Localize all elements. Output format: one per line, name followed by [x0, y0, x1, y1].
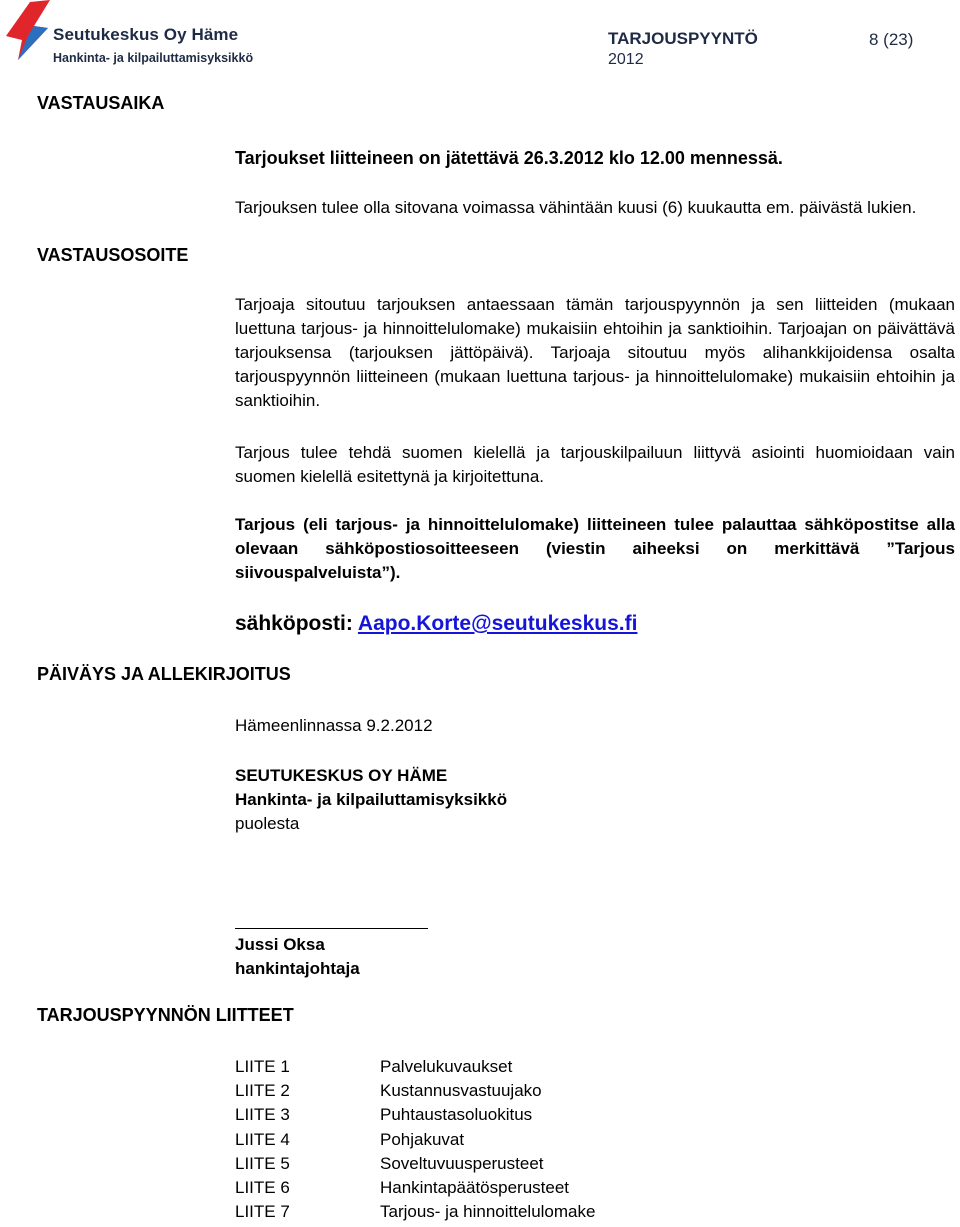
- attachment-label: LIITE 6: [235, 1178, 290, 1198]
- attachment-label: LIITE 7: [235, 1202, 290, 1222]
- signature-line: [235, 928, 428, 929]
- attachment-label: LIITE 4: [235, 1129, 290, 1149]
- attachment-label: LIITE 1: [235, 1057, 290, 1076]
- org-unit: Hankinta- ja kilpailuttamisyksikkö: [53, 51, 254, 65]
- company-unit: Hankinta- ja kilpailuttamisyksikkö: [235, 790, 508, 809]
- deadline-text: Tarjoukset liitteineen on jätettävä 26.3.2012 klo 12.00 mennessä.: [235, 148, 783, 168]
- heading-answer-address: VASTAUSOSOITE: [37, 245, 189, 265]
- doc-title: TARJOUSPYYNTÖ: [608, 29, 758, 48]
- signer-name: Jussi Oksa: [235, 935, 325, 954]
- attachment-item: [235, 1128, 935, 1152]
- attachment-item: [235, 1055, 935, 1079]
- submission-paragraph: Tarjous (eli tarjous- ja hinnoittelulomake) liitteineen tulee palauttaa sähköpostitse alla olevaan sähköpostiosoitteeseen (viestin aiheeksi on merkittävä ”Tarjous siivouspalveluista”).: [235, 515, 955, 582]
- validity-text: Tarjouksen tulee olla sitovana voimassa vähintään kuusi (6) kuukautta em. päivästä lukien.: [235, 198, 917, 217]
- email-line: [235, 612, 637, 636]
- attachment-item: [235, 1103, 935, 1127]
- attachment-item: [235, 1152, 935, 1176]
- attachment-item: [235, 1176, 935, 1200]
- page-number: 8 (23): [869, 30, 914, 49]
- attachment-name: Pohjakuvat: [380, 1129, 465, 1149]
- attachment-label: LIITE 2: [235, 1081, 290, 1101]
- doc-year: 2012: [608, 51, 644, 68]
- attachment-name: Soveltuvuusperusteet: [380, 1153, 544, 1173]
- signer-title: hankintajohtaja: [235, 959, 360, 978]
- heading-date-signature: PÄIVÄYS JA ALLEKIRJOITUS: [37, 664, 291, 684]
- email-label: sähköposti:: [235, 612, 353, 635]
- attachment-name: Kustannusvastuujako: [380, 1081, 542, 1101]
- attachment-name: Hankintapäätösperusteet: [380, 1178, 570, 1198]
- email-link[interactable]: Aapo.Korte@seutukeskus.fi: [357, 612, 638, 635]
- company-name: SEUTUKESKUS OY HÄME: [235, 766, 448, 785]
- attachment-name: Puhtaustasoluokitus: [380, 1105, 533, 1125]
- org-name: Seutukeskus Oy Häme: [53, 25, 239, 44]
- attachment-list: [235, 1055, 935, 1224]
- place-date: Hämeenlinnassa 9.2.2012: [235, 716, 433, 735]
- attachment-item: [235, 1079, 935, 1103]
- language-paragraph: Tarjous tulee tehdä suomen kielellä ja tarjouskilpailuun liittyvä asiointi huomioidaan vain suomen kielellä esitettynä ja kirjoitettuna.: [235, 443, 955, 486]
- heading-attachments: TARJOUSPYYNNÖN LIITTEET: [37, 1005, 294, 1025]
- seutukeskus-logo: [4, 0, 50, 62]
- attachment-name: Tarjous- ja hinnoittelulomake: [380, 1202, 596, 1222]
- attachment-name: Palvelukuvaukset: [380, 1057, 513, 1076]
- on-behalf-text: puolesta: [235, 814, 300, 833]
- commitment-paragraph: Tarjoaja sitoutuu tarjouksen antaessaan tämän tarjouspyynnön ja sen liitteiden (mukaan luettuna tarjous- ja hinnoittelulomake) mukaisiin ehtoihin ja sanktioihin. Tarjoajan on päivättävä tarjouksensa (tarjouksen jättöpäivä). Tarjoaja sitoutuu myös alihankkijoidensa osalta tarjouspyynnön liitteineen (mukaan luettuna tarjous- ja hinnoittelulomake) mukaisiin ehtoihin ja sanktioihin.: [235, 295, 955, 410]
- attachment-label: LIITE 5: [235, 1153, 290, 1173]
- attachment-label: LIITE 3: [235, 1105, 290, 1125]
- heading-answer-time: VASTAUSAIKA: [37, 93, 165, 113]
- attachment-item: [235, 1200, 935, 1224]
